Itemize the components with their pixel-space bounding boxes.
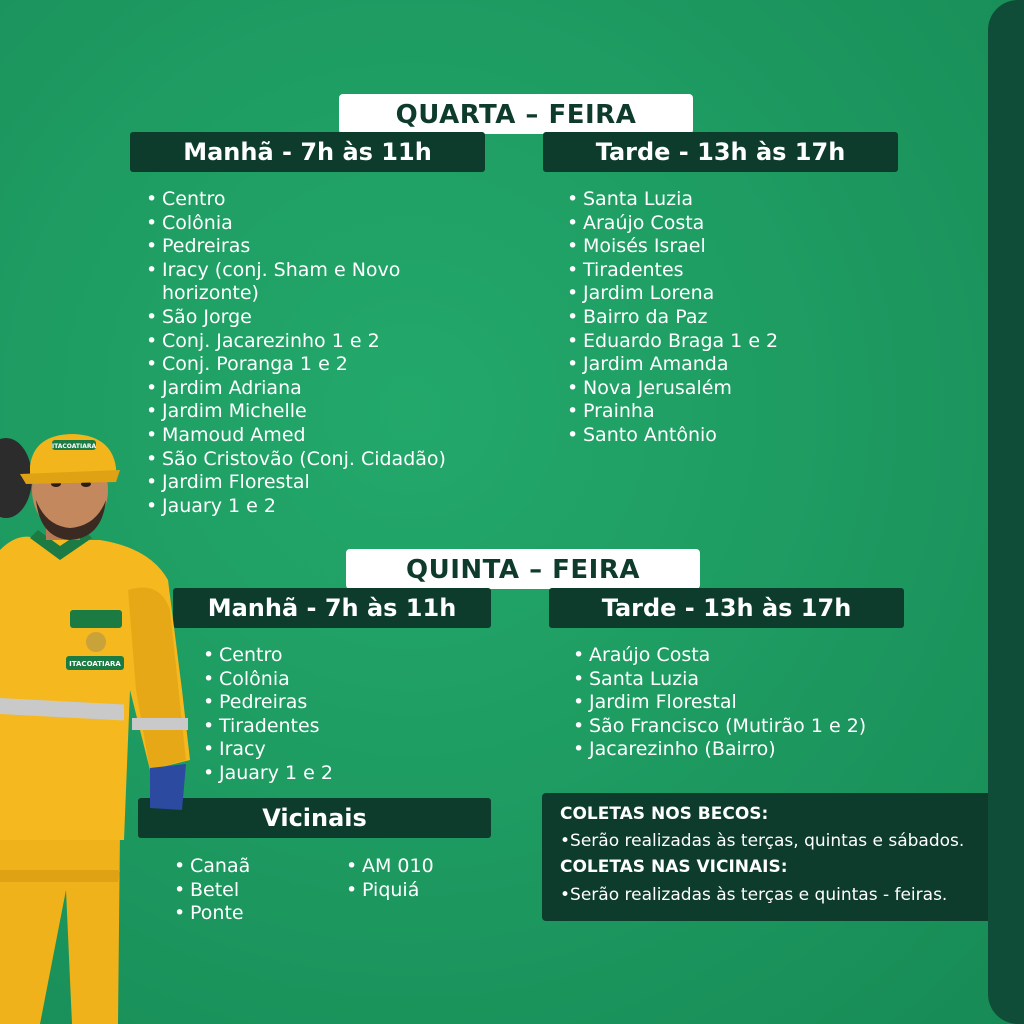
list-item: • Santo Antônio — [567, 424, 778, 448]
list-item: • Jardim Florestal — [146, 471, 446, 495]
list-item: • Canaã — [174, 855, 250, 879]
list-item: • Conj. Poranga 1 e 2 — [146, 353, 446, 377]
list-item: • Tiradentes — [567, 259, 778, 283]
vicinais-notes-text — [560, 885, 947, 905]
list-item: • Nova Jerusalém — [567, 377, 778, 401]
thursday-title: QUINTA – FEIRA — [346, 549, 700, 589]
list-item: • Jardim Florestal — [573, 691, 866, 715]
wednesday-afternoon-label: Tarde - 13h às 17h — [543, 132, 898, 172]
bullet-icon: • — [560, 831, 571, 851]
list-item: • Araújo Costa — [567, 212, 778, 236]
becos-text-value: Serão realizadas às terças, quintas e sábados. — [570, 831, 965, 851]
list-item: • Moisés Israel — [567, 235, 778, 259]
list-item: • Piquiá — [346, 879, 434, 903]
list-item: • Iracy (conj. Sham e Novo — [146, 259, 446, 283]
list-item: • Betel — [174, 879, 250, 903]
thursday-afternoon-label: Tarde - 13h às 17h — [549, 588, 904, 628]
bullet-icon: • — [560, 885, 571, 905]
collection-notes-box — [542, 793, 988, 921]
list-item: • Eduardo Braga 1 e 2 — [567, 330, 778, 354]
list-item: • Santa Luzia — [573, 668, 866, 692]
vicinais-list-right — [346, 855, 434, 902]
list-item: • Jardim Lorena — [567, 282, 778, 306]
wednesday-morning-label: Manhã - 7h às 11h — [130, 132, 485, 172]
list-item: • Jacarezinho (Bairro) — [573, 738, 866, 762]
list-item: • Jardim Michelle — [146, 400, 446, 424]
list-item: • Bairro da Paz — [567, 306, 778, 330]
list-item: • São Francisco (Mutirão 1 e 2) — [573, 715, 866, 739]
list-item: • Colônia — [146, 212, 446, 236]
worker-illustration — [0, 430, 200, 1024]
list-item: • Jardim Amanda — [567, 353, 778, 377]
list-item: • Araújo Costa — [573, 644, 866, 668]
list-item: • Colônia — [203, 668, 333, 692]
thursday-morning-list — [203, 644, 333, 786]
wednesday-afternoon-list — [567, 188, 778, 448]
list-item: • São Jorge — [146, 306, 446, 330]
vicinais-notes-title: COLETAS NAS VICINAIS: — [560, 857, 788, 877]
list-item: • Mamoud Amed — [146, 424, 446, 448]
list-item: • Tiradentes — [203, 715, 333, 739]
list-item: • Prainha — [567, 400, 778, 424]
wednesday-title: QUARTA – FEIRA — [339, 94, 693, 134]
vicinais-notes-value: Serão realizadas às terças e quintas - feiras. — [570, 885, 948, 905]
list-item: • Jardim Adriana — [146, 377, 446, 401]
list-item: • Santa Luzia — [567, 188, 778, 212]
becos-text — [560, 831, 964, 851]
thursday-afternoon-list — [573, 644, 866, 762]
becos-title: COLETAS NOS BECOS: — [560, 804, 769, 824]
list-item: • Centro — [146, 188, 446, 212]
list-item: • São Cristovão (Conj. Cidadão) — [146, 448, 446, 472]
side-decor-bar — [988, 0, 1024, 1024]
list-item: • Iracy — [203, 738, 333, 762]
list-item: • AM 010 — [346, 855, 434, 879]
cap-badge-text: ITACOATIARA — [51, 443, 97, 450]
list-item: • Pedreiras — [203, 691, 333, 715]
list-item: • Centro — [203, 644, 333, 668]
list-item: • Jauary 1 e 2 — [203, 762, 333, 786]
thursday-morning-label: Manhã - 7h às 11h — [173, 588, 491, 628]
list-item: • Ponte — [174, 902, 250, 926]
chest-badge-text: ITACOATIARA — [69, 660, 121, 668]
list-item: • Conj. Jacarezinho 1 e 2 — [146, 330, 446, 354]
vicinais-label: Vicinais — [138, 798, 491, 838]
list-item: • Jauary 1 e 2 — [146, 495, 446, 519]
list-item-continuation: horizonte) — [162, 282, 259, 305]
list-item: • Pedreiras — [146, 235, 446, 259]
